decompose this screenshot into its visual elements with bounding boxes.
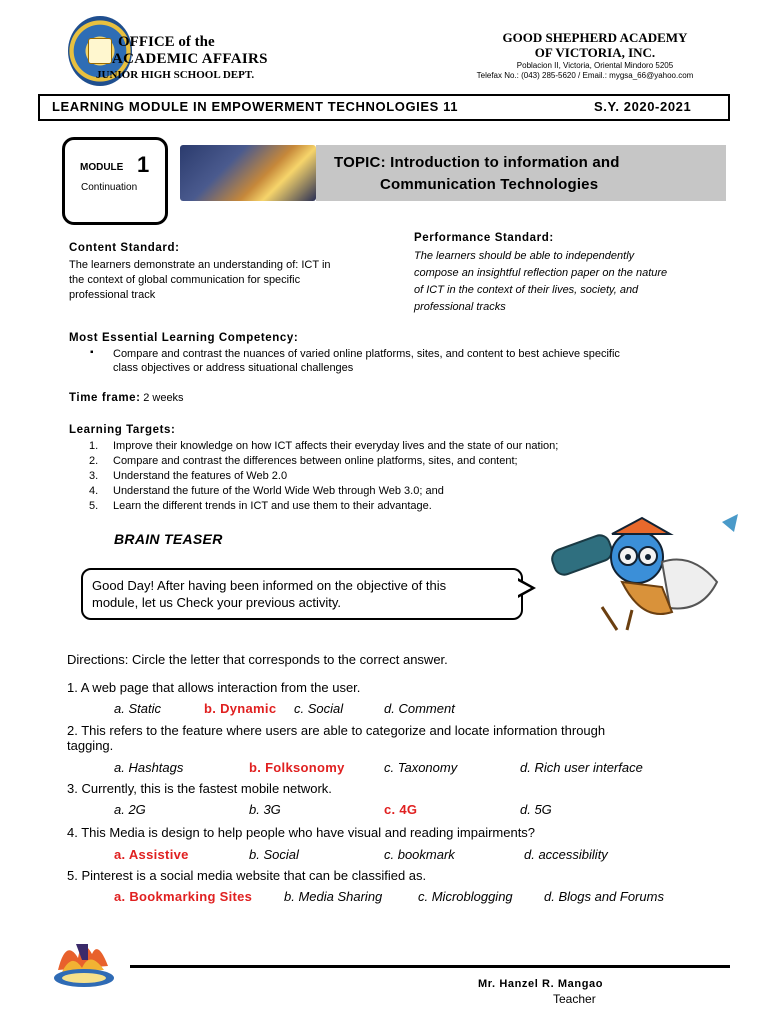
q2-option-d[interactable]: d. Rich user interface <box>520 760 643 775</box>
melc-bullet-icon: ▪ <box>90 347 94 358</box>
question-5: 5. Pinterest is a social media website that can be classified as. <box>67 868 427 883</box>
melc-line: Compare and contrast the nuances of varied online platforms, sites, and content to best achieve specific <box>113 348 620 360</box>
content-standard-line: professional track <box>69 289 156 301</box>
melc-text <box>113 347 733 375</box>
school-contact: Telefax No.: (043) 285-5620 / Email.: mygsa_66@yahoo.com <box>476 71 694 80</box>
list-text: Learn the different trends in ICT and use them to their advantage. <box>113 500 432 512</box>
content-standard-line: the context of global communication for specific <box>69 274 301 286</box>
melc-heading: Most Essential Learning Competency: <box>69 332 299 344</box>
learning-targets-heading: Learning Targets: <box>69 424 176 436</box>
content-standard-heading: Content Standard: <box>69 242 180 254</box>
topic-illustration <box>180 145 316 201</box>
list-item <box>89 454 739 469</box>
melc-line: class objectives or address situational challenges <box>113 362 354 374</box>
q3-option-d[interactable]: d. 5G <box>520 802 552 817</box>
list-number: 2. <box>89 455 99 467</box>
office-line-1: OFFICE of the <box>118 34 215 50</box>
performance-standard-line: compose an insightful reflection paper on the nature <box>414 267 668 279</box>
q2-option-a[interactable]: a. Hashtags <box>114 760 184 775</box>
question-3: 3. Currently, this is the fastest mobile network. <box>67 781 332 796</box>
teacher-name: Mr. Hanzel R. Mangao <box>478 978 604 990</box>
anniversary-logo-icon <box>48 930 120 990</box>
performance-standard-line: professional tracks <box>414 301 506 313</box>
module-label: MODULE <box>80 162 124 173</box>
q2-option-b-answer[interactable]: b. Folksonomy <box>249 760 345 775</box>
q5-option-b[interactable]: b. Media Sharing <box>284 889 383 904</box>
question-2-line: 2. This refers to the feature where users are able to categorize and locate information through <box>67 723 606 738</box>
list-text: Improve their knowledge on how ICT affects their everyday lives and the state of our nation; <box>113 440 559 452</box>
seal-book-icon <box>88 38 112 64</box>
q3-option-a[interactable]: a. 2G <box>114 802 146 817</box>
q3-option-c-answer[interactable]: c. 4G <box>384 802 418 817</box>
performance-standard-text <box>414 248 734 316</box>
teacher-role: Teacher <box>553 992 596 1006</box>
footer-divider <box>130 965 730 968</box>
module-subtitle: Continuation <box>81 182 138 193</box>
question-2-line: tagging. <box>67 738 114 753</box>
q1-option-d[interactable]: d. Comment <box>384 701 455 716</box>
office-line-3: JUNIOR HIGH SCHOOL DEPT. <box>96 69 255 81</box>
q3-option-b[interactable]: b. 3G <box>249 802 281 817</box>
q4-option-d[interactable]: d. accessibility <box>524 847 608 862</box>
time-frame-label: Time frame <box>69 392 137 404</box>
quiz-directions: Directions: Circle the letter that corresponds to the correct answer. <box>67 652 448 667</box>
q5-option-a-answer[interactable]: a. Bookmarking Sites <box>114 889 253 904</box>
q4-option-a-answer[interactable]: a. Assistive <box>114 847 189 862</box>
content-standard-text <box>69 258 389 303</box>
question-1: 1. A web page that allows interaction from the user. <box>67 680 361 695</box>
cartoon-character-icon <box>542 512 742 632</box>
speech-bubble-text <box>92 577 512 611</box>
speech-bubble-tail-fill <box>518 581 531 595</box>
time-frame <box>69 392 184 404</box>
brain-teaser-heading: BRAIN TEASER <box>114 531 223 547</box>
q5-option-c[interactable]: c. Microblogging <box>418 889 513 904</box>
list-number: 4. <box>89 485 99 497</box>
question-4: 4. This Media is design to help people who have visual and reading impairments? <box>67 825 536 840</box>
list-number: 3. <box>89 470 99 482</box>
q1-option-a[interactable]: a. Static <box>114 701 161 716</box>
topic-line-2: Communication Technologies <box>380 176 599 193</box>
q2-option-c[interactable]: c. Taxonomy <box>384 760 458 775</box>
q4-option-b[interactable]: b. Social <box>249 847 299 862</box>
bubble-line: module, let us Check your previous activity. <box>92 595 342 610</box>
school-year: S.Y. 2020-2021 <box>594 99 692 114</box>
learning-targets-list <box>89 439 739 514</box>
office-line-2: ACADEMIC AFFAIRS <box>112 51 268 67</box>
performance-standard-line: The learners should be able to independently <box>414 250 635 262</box>
school-address: Poblacion II, Victoria, Oriental Mindoro 5205 <box>516 61 674 70</box>
q1-option-c[interactable]: c. Social <box>294 701 344 716</box>
list-number: 1. <box>89 440 99 452</box>
q4-option-c[interactable]: c. bookmark <box>384 847 455 862</box>
list-item <box>89 469 739 484</box>
q5-option-d[interactable]: d. Blogs and Forums <box>544 889 664 904</box>
list-text: Understand the future of the World Wide Web through Web 3.0; and <box>113 485 444 497</box>
module-number: 1 <box>137 152 150 177</box>
time-frame-colon: : <box>136 392 140 404</box>
performance-standard-heading: Performance Standard: <box>414 232 554 244</box>
school-name-line-1: GOOD SHEPHERD ACADEMY <box>502 30 688 45</box>
module-title: LEARNING MODULE IN EMPOWERMENT TECHNOLOGIES 11 <box>52 99 459 114</box>
performance-standard-line: of ICT in the context of their lives, society, and <box>414 284 639 296</box>
time-frame-value: 2 weeks <box>143 392 184 404</box>
bubble-line: Good Day! After having been informed on the objective of this <box>92 578 447 593</box>
school-name-line-2: OF VICTORIA, INC. <box>534 45 656 60</box>
list-text: Compare and contrast the differences between online platforms, sites, and content; <box>113 455 518 467</box>
question-2 <box>67 723 747 753</box>
list-number: 5. <box>89 500 99 512</box>
list-item <box>89 484 739 499</box>
module-box <box>62 137 168 225</box>
q1-option-b-answer[interactable]: b. Dynamic <box>204 701 277 716</box>
list-text: Understand the features of Web 2.0 <box>113 470 288 482</box>
topic-line-1: TOPIC: Introduction to information and <box>334 154 620 171</box>
list-item <box>89 439 739 454</box>
content-standard-line: The learners demonstrate an understanding of: ICT in <box>69 259 331 271</box>
